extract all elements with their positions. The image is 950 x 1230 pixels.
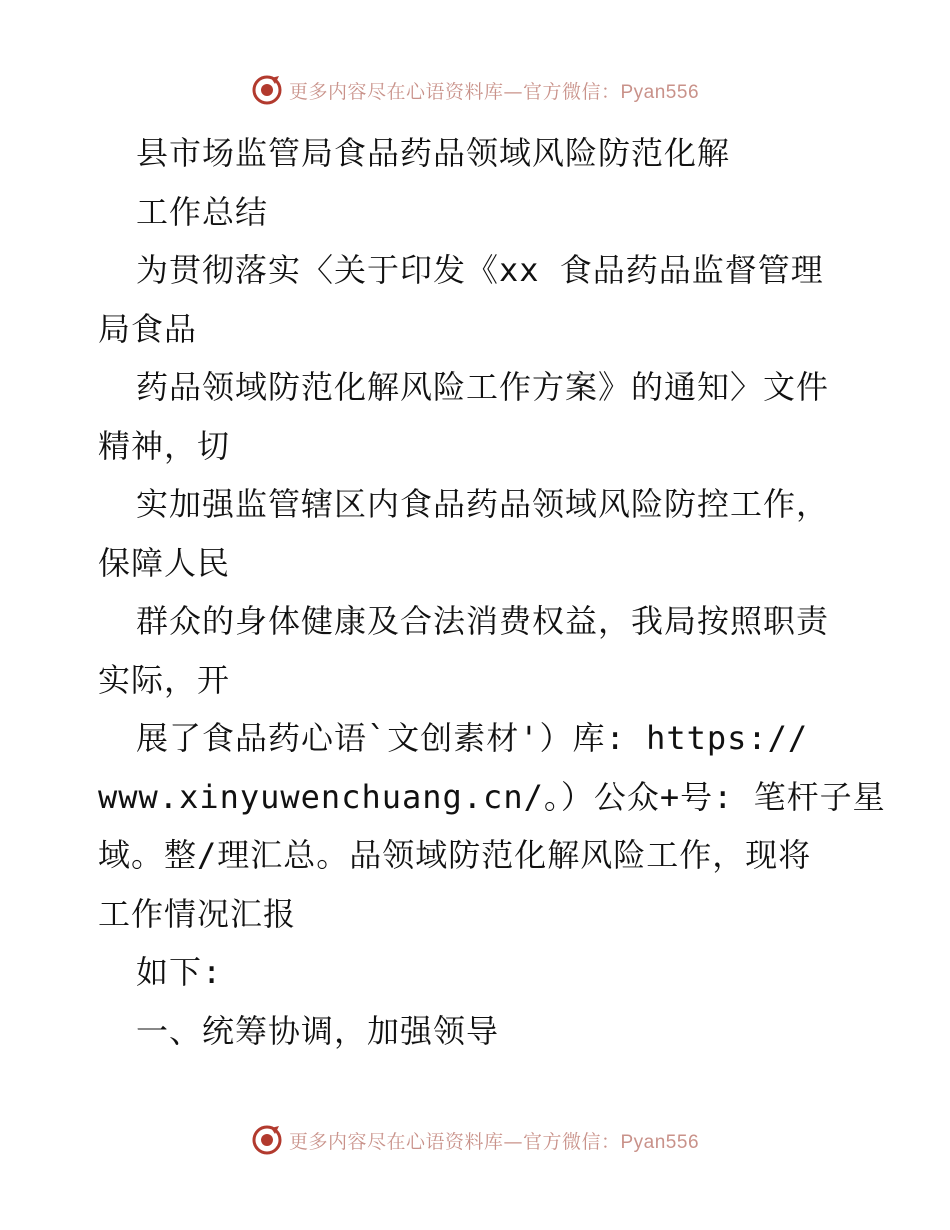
document-body (98, 124, 886, 1060)
banner-wechat-id: Pyan556 (620, 81, 700, 103)
document-line: 域。整/理汇总。品领域防范化解风险工作，现将 (98, 836, 812, 874)
document-line: 实际，开 (98, 660, 231, 699)
document-line: 局食品 (98, 309, 198, 348)
document-line: 工作情况汇报 (98, 894, 297, 933)
document-line: 一、统筹协调，加强领导 (136, 1011, 500, 1050)
document-line: 实加强监管辖区内食品药品领域风险防控工作， (136, 485, 830, 523)
banner-text (289, 1127, 699, 1154)
banner-wechat-id: Pyan556 (620, 1131, 700, 1153)
document-line: 精神，切 (98, 426, 231, 465)
document-line: 展了食品药心语`文创素材'）库: https:// (136, 719, 809, 757)
footer-watermark-banner (0, 1120, 950, 1160)
document-line: 工作总结 (136, 192, 269, 231)
banner-caption: 更多内容尽在心语资料库—官方微信： (288, 80, 621, 103)
brand-logo-icon (251, 74, 283, 106)
banner-text (289, 77, 699, 104)
document-line: 群众的身体健康及合法消费权益，我局按照职责 (136, 602, 830, 640)
document-line: www.xinyuwenchuang.cn/。）公众+号: 笔杆子星 (98, 777, 886, 816)
document-line: 保障人民 (98, 543, 231, 582)
document-line: 为贯彻落实〈关于印发《xx 食品药品监督管理 (136, 251, 824, 289)
document-line: 如下: (136, 953, 223, 991)
banner-caption: 更多内容尽在心语资料库—官方微信： (288, 1130, 621, 1153)
header-watermark-banner (0, 70, 950, 110)
document-line: 药品领域防范化解风险工作方案》的通知〉文件 (136, 368, 830, 406)
document-line: 县市场监管局食品药品领域风险防范化解 (136, 134, 731, 172)
brand-logo-icon (251, 1124, 283, 1156)
